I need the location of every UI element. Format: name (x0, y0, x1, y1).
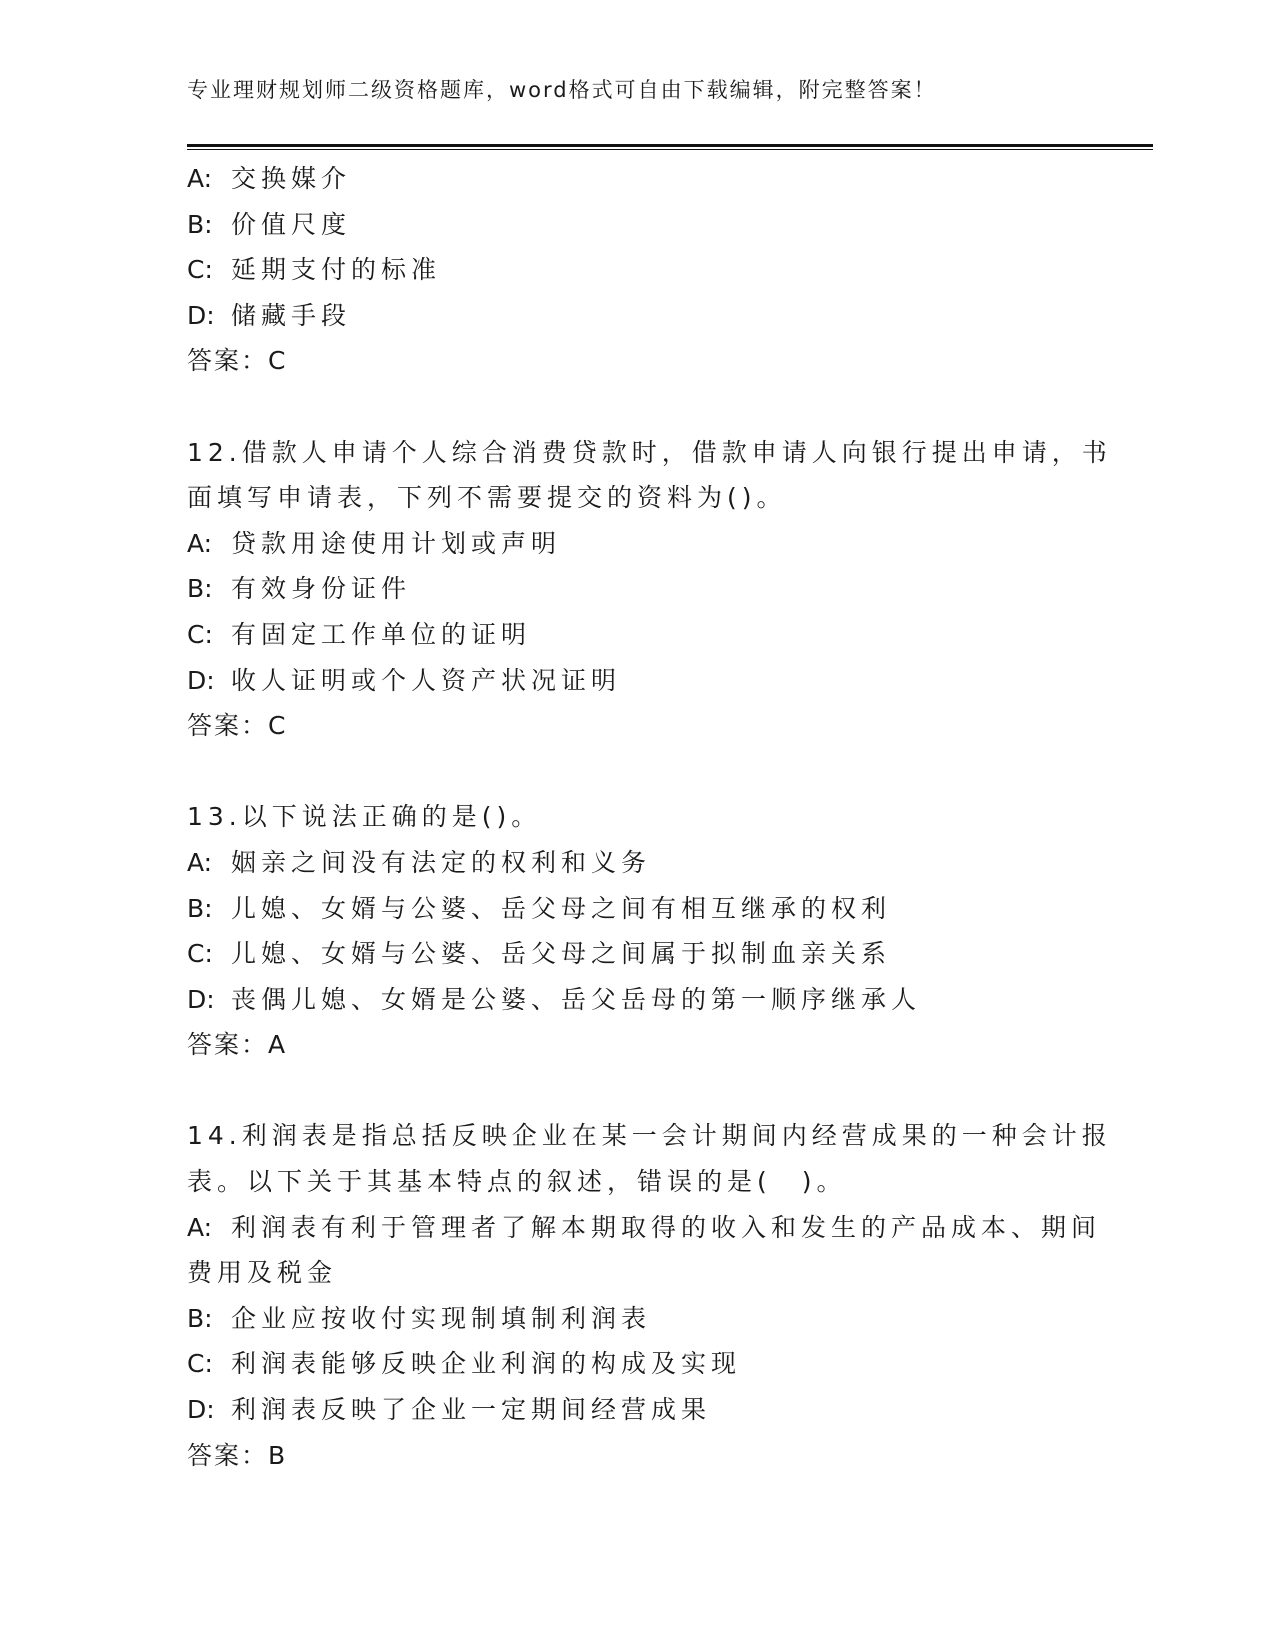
option-text: 交换媒介 (231, 164, 352, 193)
option-label: A: (187, 847, 213, 877)
option-label: A: (187, 528, 213, 558)
option-label: B: (187, 1303, 213, 1333)
option-text: 儿媳、女婿与公婆、岳父母之间有相互继承的权利 (231, 893, 892, 923)
option-text: 利润表有利于管理者了解本期取得的收入和发生的产品成本、期间 (231, 1212, 1102, 1242)
option-label: B: (187, 574, 213, 604)
option-text: 收人证明或个人资产状况证明 (231, 665, 622, 695)
option-text: 价值尺度 (231, 209, 352, 239)
option-label: C: (187, 1349, 213, 1379)
option-label: A: (187, 1212, 213, 1242)
option-text: 利润表能够反映企业利润的构成及实现 (231, 1349, 742, 1379)
option-c (187, 247, 1087, 293)
spacer (187, 384, 1087, 430)
option-a (187, 1205, 1102, 1251)
question-stem: 12.借款人申请个人综合消费贷款时，借款申请人向银行提出申请，书 (187, 437, 1112, 467)
option-label: D: (187, 665, 215, 695)
option-text: 姻亲之间没有法定的权利和义务 (231, 847, 652, 877)
option-text: 有固定工作单位的证明 (231, 619, 532, 649)
option-text: 有效身份证件 (231, 574, 412, 604)
option-label: D: (187, 984, 215, 1014)
option-label: D: (187, 1395, 215, 1425)
option-text: 企业应按收付实现制填制利润表 (231, 1303, 652, 1333)
option-d (187, 977, 1087, 1023)
option-c (187, 931, 1087, 977)
option-label: A: (187, 164, 213, 193)
option-text: 贷款用途使用计划或声明 (231, 528, 562, 558)
option-label: C: (187, 255, 213, 285)
answer: 答案：B (187, 1440, 288, 1470)
option-label: B: (187, 893, 213, 923)
option-a (187, 156, 1087, 202)
option-b (187, 886, 1087, 932)
option-text: 丧偶儿媳、女婿是公婆、岳父岳母的第一顺序继承人 (231, 984, 922, 1014)
option-a-continued: 费用及税金 (187, 1258, 338, 1288)
option-b (187, 202, 1087, 248)
option-a (187, 521, 1087, 567)
option-c (187, 1341, 1087, 1387)
option-d (187, 1387, 1087, 1433)
option-text: 儿媳、女婿与公婆、岳父母之间属于拟制血亲关系 (231, 939, 892, 969)
question-13 (187, 794, 1087, 1068)
option-label: C: (187, 619, 213, 649)
page-header: 专业理财规划师二级资格题库，word格式可自由下载编辑，附完整答案！ (187, 78, 937, 102)
option-b (187, 566, 1087, 612)
header-divider (187, 144, 1153, 150)
option-text: 延期支付的标准 (231, 255, 442, 285)
option-label: D: (187, 300, 215, 330)
option-c (187, 612, 1087, 658)
option-text: 利润表反映了企业一定期间经营成果 (231, 1395, 712, 1425)
spacer (187, 1068, 1087, 1114)
question-stem-continued: 表。以下关于其基本特点的叙述，错误的是( )。 (187, 1167, 847, 1197)
spacer (187, 749, 1087, 795)
question-11 (187, 156, 1087, 384)
question-14 (187, 1113, 1112, 1478)
question-list (187, 156, 1112, 1478)
option-d (187, 658, 1087, 704)
question-stem: 13.以下说法正确的是()。 (187, 802, 542, 832)
option-b (187, 1296, 1087, 1342)
option-a (187, 840, 1087, 886)
answer: 答案：C (187, 346, 288, 376)
option-label: B: (187, 209, 213, 239)
option-text: 储藏手段 (231, 300, 352, 330)
answer: 答案：C (187, 711, 288, 741)
question-stem-continued: 面填写申请表，下列不需要提交的资料为()。 (187, 483, 787, 513)
question-12 (187, 430, 1112, 749)
option-label: C: (187, 939, 213, 969)
option-d (187, 293, 1087, 339)
question-stem: 14.利润表是指总括反映企业在某一会计期间内经营成果的一种会计报 (187, 1121, 1112, 1151)
answer: 答案：A (187, 1030, 288, 1060)
